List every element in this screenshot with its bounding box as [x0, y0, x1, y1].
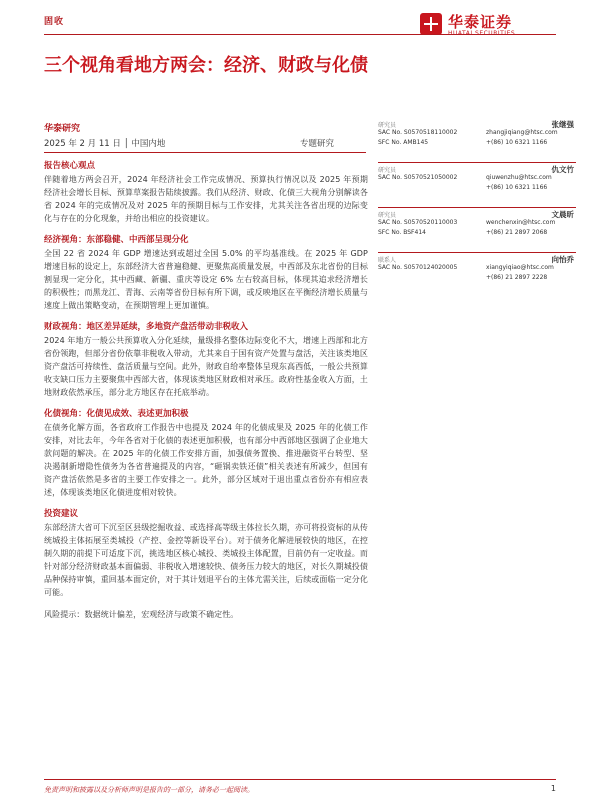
analyst-email[interactable]: zhangjiqiang@htsc.com [486, 129, 558, 136]
analyst-sac: SAC No. S0570521050002 [378, 174, 458, 181]
analyst-email[interactable]: wenchenxin@htsc.com [486, 219, 556, 226]
section-title: 化债视角：化债见成效、表述更加积极 [44, 409, 189, 419]
analyst-sfc: SFC No. BSF414 [378, 229, 426, 236]
logo-name-cn: 华泰证券 [448, 13, 513, 31]
huatai-logo-icon [420, 13, 442, 35]
analyst-panel [378, 118, 576, 297]
risk-warning: 风险提示：数据统计偏差，宏观经济与政策不确定性。 [44, 610, 239, 619]
section-investment-advice [44, 508, 368, 599]
analyst-name: 张继强 [551, 120, 574, 129]
section-body: 伴随着地方两会召开，2024 年经济社会工作完成情况、预算执行情况以及 2025 年预期经济社会增长目标、预算草案报告陆续披露。我们从经济、财政、化债三大视角分别解读各省 2024 年的完成情况及对 2025 年的预期目标与工作安排，尤其关注各省出现的边际变化与存在的分化现象，并给出相应的投资建议。 [44, 175, 368, 223]
analyst-card [378, 207, 576, 252]
report-type: 专题研究 [300, 139, 335, 149]
analyst-card [378, 118, 576, 162]
analyst-name: 向怡乔 [551, 255, 574, 264]
report-body [44, 160, 368, 630]
analyst-role: 研究员 [378, 212, 397, 219]
analyst-name: 文晨昕 [551, 210, 574, 219]
report-date-region: 2025 年 2 月 11 日 │ 中国内地 [44, 139, 166, 149]
header-divider [44, 34, 556, 35]
analyst-sac: SAC No. S0570520110003 [378, 219, 458, 226]
analyst-sfc: SFC No. AMB145 [378, 139, 429, 146]
footer-divider [44, 779, 556, 780]
analyst-email[interactable]: qiuwenzhu@htsc.com [486, 174, 552, 181]
analyst-email[interactable]: xiangyiqiao@htsc.com [486, 264, 554, 271]
page-number: 1 [550, 784, 556, 793]
section-body: 2024 年地方一般公共预算收入分化延续，量级排名整体边际变化不大，增速上西部和北方省份领跑，但部分省份依靠非税收入带动，尤其来自于国有资产处置与盘活，关注该类地区资产盘活可持续性、盘活质量与空间。此外，财政自给率整体呈现东高西低，一般公共预算收支缺口压力主要聚焦中西部大省，体现该类地区财政相对承压。政府性基金收入方面，土地财政依然承压，部分北方地区存在托底举动。 [44, 336, 368, 397]
footer-disclaimer: 免责声明和披露以及分析师声明是报告的一部分，请务必一起阅读。 [44, 786, 254, 794]
analyst-phone: +(86) 21 2897 2068 [486, 229, 548, 236]
section-body: 在债务化解方面，各省政府工作报告中也提及 2024 年的化债成果及 2025 年的化债工作安排，对比去年，今年各省对于化债的表述更加积极，也有部分中西部地区强调了企业地大款问题的解决。在 2025 年的化债工作安排方面，加强债务置换、推进融资平台转型、坚决遏制新增隐性债务为各省普遍提及的内容，“砸锅卖铁还债”相关表述有所减少，但国有资产盘活依然是多省的主要工作安排之一。此外，部分区域对于退出重点省份亦有相应表述，体现该类地区化债进度相对较快。 [44, 423, 368, 497]
analyst-role: 研究员 [378, 167, 397, 174]
analyst-card [378, 252, 576, 297]
section-fiscal [44, 321, 368, 399]
analyst-role: 研究员 [378, 122, 397, 129]
analyst-phone: +(86) 10 6321 1166 [486, 139, 548, 146]
report-title: 三个视角看地方两会：经济、财政与化债 [44, 55, 368, 76]
report-category: 固收 [44, 17, 65, 27]
report-header [0, 0, 600, 42]
section-debt [44, 408, 368, 499]
section-title: 报告核心观点 [44, 161, 96, 171]
section-body: 东部经济大省可下沉至区县级挖掘收益、或选择高等级主体拉长久期，亦可将投资标的从传统城投主体拓展至类城投（产控、金控等新设平台）。对于债务化解进展较快的地区，在控制久期的前提下可适度下沉，挑选地区核心城投、类城投主体配置，目前仍有一定收益。而针对部分经济财政基本面偏弱、非税收入增速较快、债务压力较大的地区，对长久期城投债品种保持审慎，重回基本面定价，对于其计划退平台的主体尤需关注，后续或面临一定分化可能。 [44, 523, 368, 597]
meta-divider [44, 152, 366, 153]
section-title: 经济视角：东部稳健、中西部呈现分化 [44, 235, 189, 245]
section-body: 全国 22 省 2024 年 GDP 增速达到或超过全国 5.0% 的平均基准线。在 2025 年 GDP 增速目标的设定上，东部经济大省普遍稳健、更聚焦高质量发展，中西部及东北省份的目标割显现一定分化，其中西藏、新疆、重庆等设定 6% 左右较高目标，体现其追求经济增长的积极性；而黑龙江、青海、云南等省份目标有所下调，或反映地区在平衡经济增长质量与速度上做出策略变动，在预期管理上更加谨慎。 [44, 249, 368, 310]
section-risk [44, 608, 368, 621]
section-title: 投资建议 [44, 509, 79, 519]
analyst-phone: +(86) 21 2897 2228 [486, 274, 548, 281]
section-economy [44, 234, 368, 312]
analyst-sac: SAC No. S0570124020005 [378, 264, 458, 271]
analyst-phone: +(86) 10 6321 1166 [486, 184, 548, 191]
research-org: 华泰研究 [44, 124, 81, 134]
analyst-card [378, 162, 576, 207]
analyst-name: 仇文竹 [551, 165, 574, 174]
section-core-views [44, 160, 368, 225]
analyst-sac: SAC No. S0570518110002 [378, 129, 458, 136]
company-logo [420, 11, 560, 41]
analyst-role: 联系人 [378, 257, 397, 264]
section-title: 财政视角：地区差异延续，多地资产盘活带动非税收入 [44, 322, 249, 332]
